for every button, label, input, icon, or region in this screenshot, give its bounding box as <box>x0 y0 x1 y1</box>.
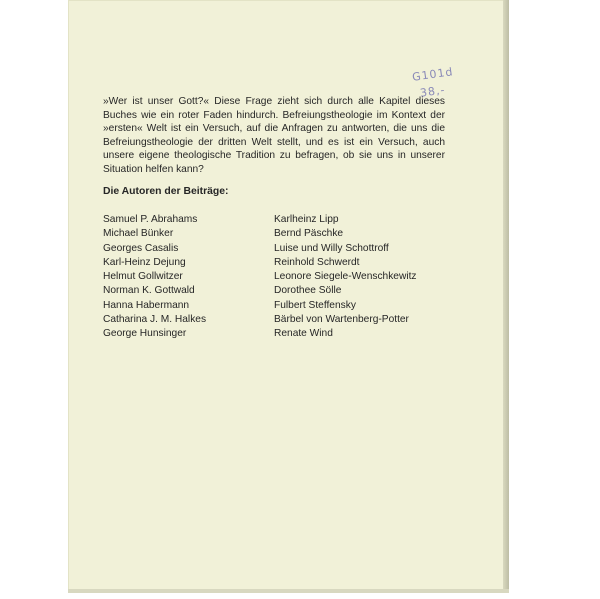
author-item: Reinhold Schwerdt <box>274 256 360 268</box>
author-item: Karlheinz Lipp <box>274 214 339 225</box>
author-item: Samuel P. Abrahams <box>103 214 198 225</box>
author-item: Michael Bünker <box>103 228 174 240</box>
cover-edge <box>503 0 509 593</box>
author-item: Helmut Gollwitzer <box>103 271 183 283</box>
cover-bottom-edge <box>68 589 509 593</box>
author-item: Bernd Päschke <box>274 228 344 240</box>
author-item: Georges Casalis <box>103 242 179 254</box>
author-item: Bärbel von Wartenberg-Potter <box>274 314 409 326</box>
authors-list-left <box>103 213 206 342</box>
author-item: Catharina J. M. Halkes <box>103 314 207 326</box>
pencil-note-price: 38,- <box>419 83 447 100</box>
author-item: Karl-Heinz Dejung <box>103 256 186 268</box>
author-item: Luise und Willy Schottroff <box>274 242 389 254</box>
author-item: Fulbert Steffensky <box>274 299 356 311</box>
author-item: Dorothee Sölle <box>274 285 342 297</box>
author-item: Renate Wind <box>274 328 333 340</box>
intro-paragraph: »Wer ist unser Gott?« Diese Frage zieht sich durch alle Kapitel dieses Buches wie ein roter Faden hindurch. Befreiungstheologie im Kontext der »ersten« Welt ist ein Versuch, auf die Anfragen zu antworten, die uns die Befreiungstheologie der dritten Welt stellt, und es ist ein Versuch, auch unsere eigene theologische Tradition zu befragen, ob sie uns in unserer Situation helfen kann? <box>103 96 445 175</box>
authors-heading: Die Autoren der Beiträge: <box>103 186 229 197</box>
authors-list-right <box>274 213 417 342</box>
author-item: George Hunsinger <box>103 328 187 340</box>
pencil-note-code: G101d <box>411 65 455 84</box>
author-item: Norman K. Gottwald <box>103 285 195 297</box>
author-item: Hanna Habermann <box>103 299 190 311</box>
author-item: Leonore Siegele-Wenschkewitz <box>274 271 417 283</box>
